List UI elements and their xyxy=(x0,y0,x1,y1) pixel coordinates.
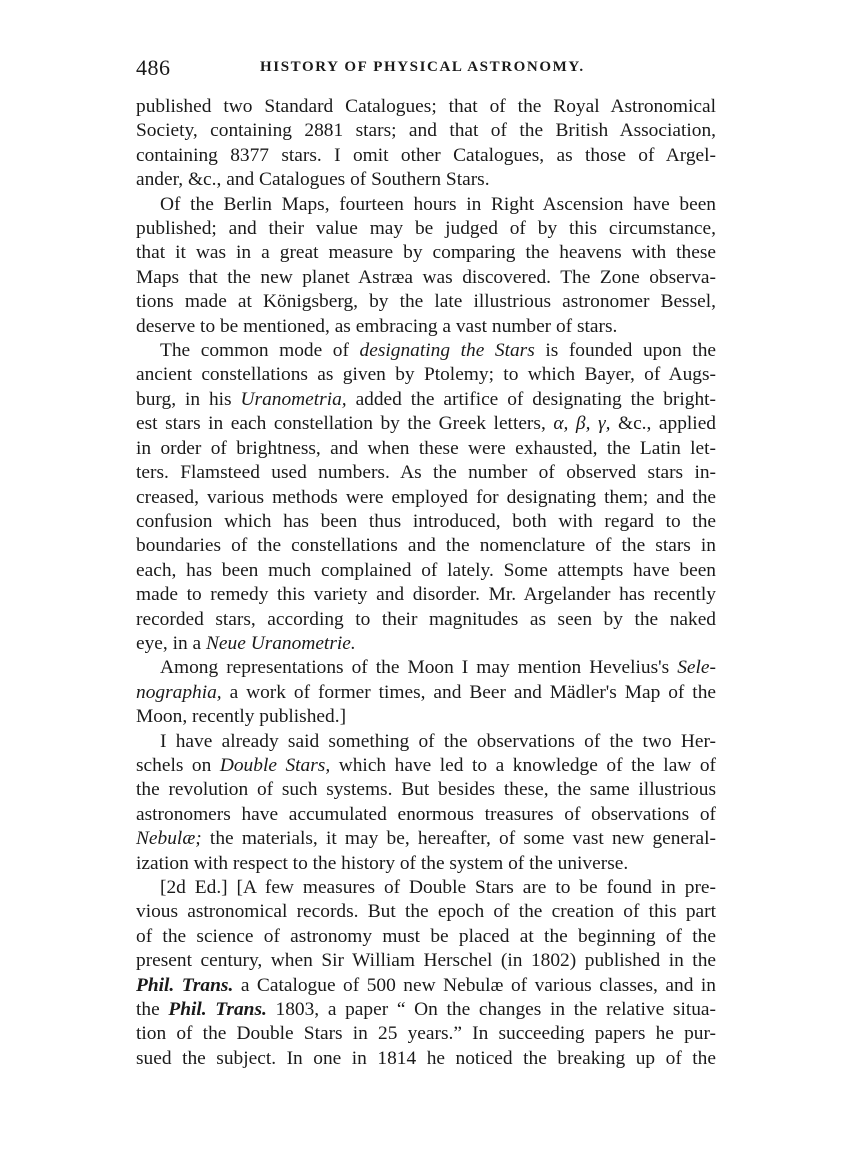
text-segment: made to remedy this variety and disorder. Mr. Argelander has recently xyxy=(136,584,716,606)
text-segment: published two Standard Catalogues; that of the Royal Astronomical xyxy=(136,96,716,117)
paragraph xyxy=(136,656,716,729)
text-segment: ancient constellations as given by Ptolemy; to which Bayer, of Augs- xyxy=(136,364,716,386)
text-segment: Of the Berlin Maps, fourteen hours in Right Ascension have been xyxy=(160,193,716,215)
paragraph xyxy=(136,193,716,339)
text-segment: ization with respect to the history of the system of the universe. xyxy=(136,852,629,874)
text-line xyxy=(136,339,716,363)
text-segment: of the science of astronomy must be placed at the beginning of the xyxy=(136,925,716,947)
emphasis-text: Nebulæ; xyxy=(136,828,202,850)
text-segment: est stars in each constellation by the Greek letters, xyxy=(136,413,554,435)
text-segment: which have led to a knowledge of the law of xyxy=(330,754,716,776)
text-line xyxy=(136,388,716,412)
text-line xyxy=(136,266,716,290)
page-header xyxy=(136,55,716,85)
text-line xyxy=(136,681,716,705)
text-line xyxy=(136,632,716,656)
text-line xyxy=(136,534,716,558)
text-segment: the materials, it may be, hereafter, of some vast new general- xyxy=(201,828,716,850)
text-line xyxy=(136,144,716,168)
text-segment: Society, containing 2881 stars; and that of the British Association, xyxy=(136,120,716,142)
text-segment: 1803, a paper “ On the changes in the relative situa- xyxy=(266,999,716,1021)
text-line xyxy=(136,583,716,607)
text-line xyxy=(136,656,716,680)
text-segment: recorded stars, according to their magnitudes as seen by the naked xyxy=(136,608,716,630)
text-line xyxy=(136,827,716,851)
text-segment: vious astronomical records. But the epoch of the creation of this part xyxy=(136,901,716,923)
text-segment: I have already said something of the observations of the two Her- xyxy=(160,730,716,752)
text-line xyxy=(136,730,716,754)
text-line xyxy=(136,168,716,192)
emphasis-text: Phil. Trans. xyxy=(136,974,234,996)
emphasis-text: Phil. Trans. xyxy=(168,999,267,1021)
text-segment: boundaries of the constellations and the nomenclature of the stars in xyxy=(136,535,716,557)
text-line xyxy=(136,1022,716,1046)
text-line xyxy=(136,95,716,119)
text-line xyxy=(136,900,716,924)
text-line xyxy=(136,241,716,265)
text-segment: a Catalogue of 500 new Nebulæ of various classes, and in xyxy=(233,974,716,996)
text-segment: tion of the Double Stars in 25 years.” In succeeding papers he pur- xyxy=(136,1023,716,1045)
emphasis-text: Double Stars, xyxy=(219,754,331,776)
text-segment: deserve to be mentioned, as embracing a vast number of stars. xyxy=(136,315,618,337)
emphasis-text: Neue Uranometrie. xyxy=(206,632,356,654)
running-head: HISTORY OF PHYSICAL ASTRONOMY. xyxy=(260,59,585,75)
text-segment: eye, in a xyxy=(136,632,206,654)
text-line xyxy=(136,486,716,510)
text-line xyxy=(136,974,716,998)
text-line xyxy=(136,998,716,1022)
text-segment: added the artifice of designating the bright- xyxy=(346,388,716,410)
text-segment: Maps that the new planet Astræa was discovered. The Zone observa- xyxy=(136,266,716,288)
text-segment: sued the subject. In one in 1814 he noticed the breaking up of the xyxy=(136,1047,716,1069)
text-segment: a work of former times, and Beer and Mädler's Map of the xyxy=(221,681,716,703)
text-segment: burg, in his xyxy=(136,388,241,410)
text-segment: in order of brightness, and when these were exhausted, the Latin let- xyxy=(136,437,716,459)
paragraph xyxy=(136,95,716,193)
text-line xyxy=(136,363,716,387)
text-segment: present century, when Sir William Herschel (in 1802) published in the xyxy=(136,950,716,972)
text-line xyxy=(136,608,716,632)
paragraph xyxy=(136,339,716,656)
emphasis-text: designating the Stars xyxy=(359,340,535,362)
text-line xyxy=(136,315,716,339)
text-line xyxy=(136,559,716,583)
text-segment: ander, &c., and Catalogues of Southern Stars. xyxy=(136,169,490,191)
text-segment: [2d Ed.] [A few measures of Double Stars are to be found in pre- xyxy=(160,877,716,898)
text-line xyxy=(136,925,716,949)
text-line xyxy=(136,1047,716,1071)
text-line xyxy=(136,754,716,778)
page-number: 486 xyxy=(136,55,171,80)
text-line xyxy=(136,949,716,973)
text-segment: astronomers have accumulated enormous treasures of observations of xyxy=(136,803,716,825)
text-segment: &c., applied xyxy=(610,413,716,435)
paragraph xyxy=(136,876,716,1071)
text-segment: the revolution of such systems. But besides these, the same illustrious xyxy=(136,779,716,801)
text-line xyxy=(136,778,716,802)
text-segment: the xyxy=(136,999,169,1021)
text-segment: each, has been much complained of lately. Some attempts have been xyxy=(136,559,716,581)
text-segment: creased, various methods were employed for designating them; and the xyxy=(136,486,716,508)
text-segment: Moon, recently published.] xyxy=(136,706,347,728)
text-line xyxy=(136,290,716,314)
text-line xyxy=(136,876,716,900)
text-segment: that it was in a great measure by comparing the heavens with these xyxy=(136,242,716,264)
text-segment: tions made at Königsberg, by the late illustrious astronomer Bessel, xyxy=(136,291,716,313)
emphasis-text: Sele- xyxy=(677,657,716,679)
text-line xyxy=(136,852,716,876)
text-segment: ters. Flamsteed used numbers. As the number of observed stars in- xyxy=(136,462,716,484)
text-line xyxy=(136,803,716,827)
text-line xyxy=(136,461,716,485)
emphasis-text: Uranometria, xyxy=(240,388,347,410)
text-line xyxy=(136,437,716,461)
text-segment: schels on xyxy=(136,754,220,776)
text-line xyxy=(136,193,716,217)
text-segment: Among representations of the Moon I may mention Hevelius's xyxy=(160,657,678,679)
text-segment: is founded upon the xyxy=(534,340,716,362)
text-line xyxy=(136,510,716,534)
text-segment: containing 8377 stars. I omit other Catalogues, as those of Argel- xyxy=(136,144,716,166)
text-segment: The common mode of xyxy=(160,340,360,362)
emphasis-text: nographia, xyxy=(136,681,222,703)
text-line xyxy=(136,119,716,143)
text-line xyxy=(136,217,716,241)
text-segment: published; and their value may be judged of by this circumstance, xyxy=(136,218,716,240)
paragraph xyxy=(136,730,716,876)
emphasis-text: α, β, γ, xyxy=(553,413,611,435)
text-line xyxy=(136,705,716,729)
body-text xyxy=(136,95,716,1071)
text-segment: confusion which has been thus introduced, both with regard to the xyxy=(136,510,716,532)
text-line xyxy=(136,412,716,436)
